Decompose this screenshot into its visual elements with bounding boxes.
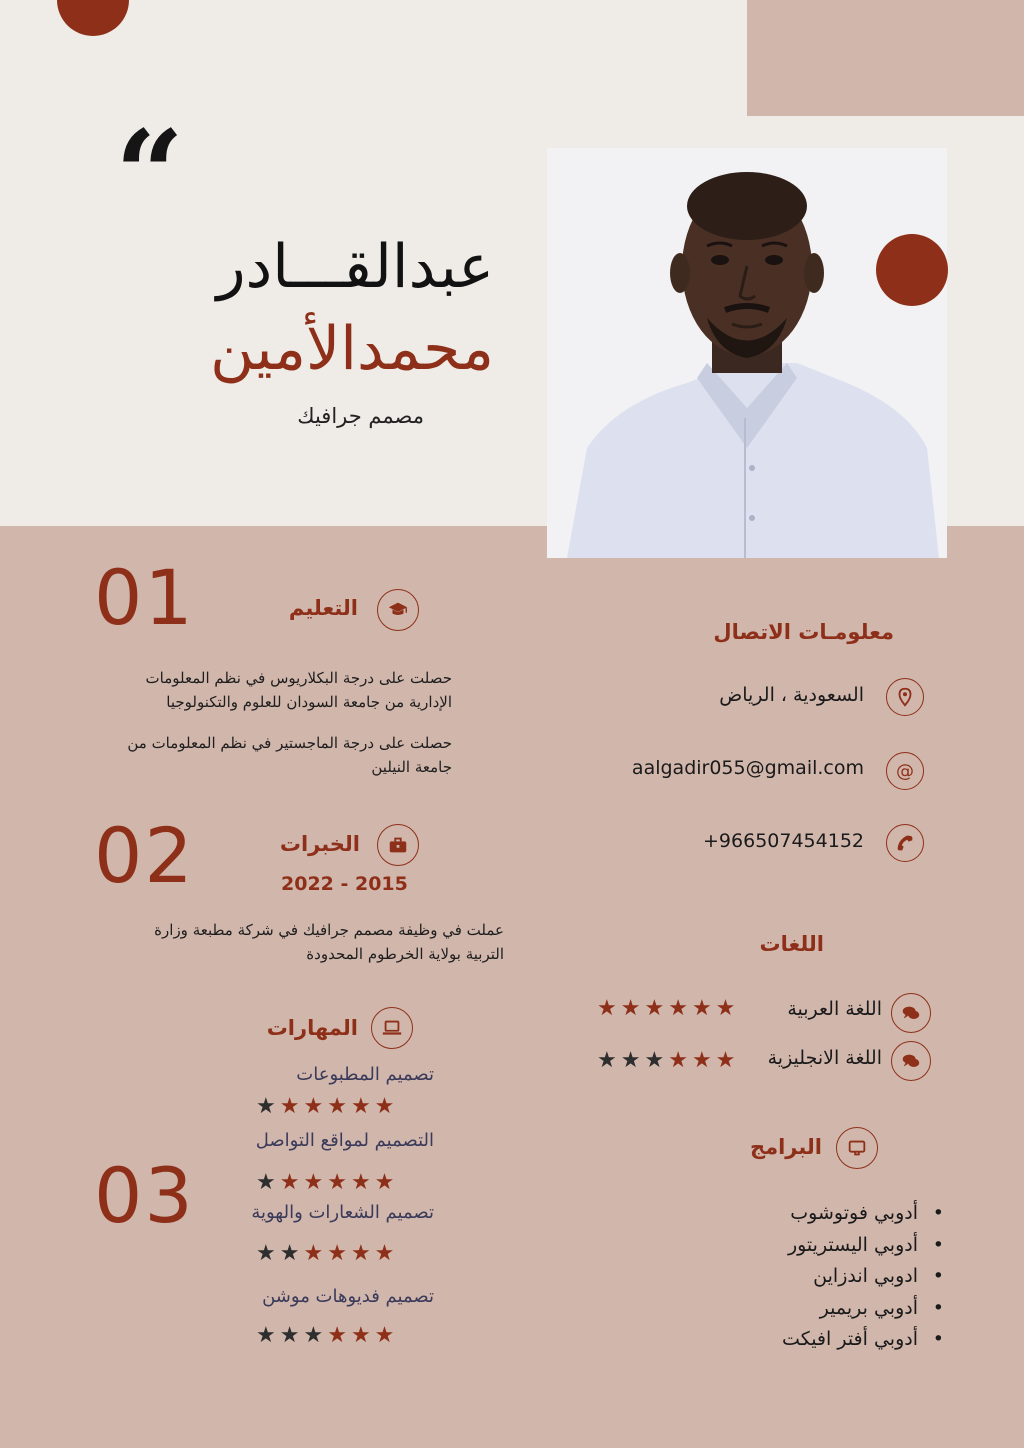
list-item: • أدوبي فوتوشوب [790, 1202, 944, 1224]
section-number-03: 03 [94, 1151, 195, 1240]
languages-title: اللغات [759, 932, 824, 956]
laptop-icon [371, 1007, 413, 1049]
star-filled-icon: ★ [350, 1170, 371, 1195]
job-title: مصمم جرافيك [297, 404, 424, 428]
star-filled-icon: ★ [715, 1048, 736, 1073]
star-empty-icon: ★ [620, 1048, 641, 1073]
list-item: • ادوبي اندزاين [813, 1265, 944, 1287]
language-rating-2 [597, 1050, 735, 1072]
contact-phone[interactable]: +966507454152 [703, 830, 864, 852]
star-filled-icon: ★ [350, 1323, 371, 1348]
skill-rating-3 [256, 1243, 394, 1265]
quote-mark: “ [115, 104, 185, 245]
first-name: عبدالقـــادر [216, 232, 494, 302]
star-filled-icon: ★ [597, 996, 617, 1021]
monitor-icon [836, 1127, 878, 1169]
contact-title: معلومـات الاتصال [713, 620, 894, 644]
star-filled-icon: ★ [327, 1323, 347, 1348]
chat-bubble-icon [891, 993, 931, 1033]
star-filled-icon: ★ [374, 1323, 395, 1348]
list-item: • أدوبي اليستريتور [787, 1233, 944, 1256]
contact-location: السعودية ، الرياض [719, 684, 864, 706]
education-item-2: حصلت على درجة الماجستير في نظم المعلومات من جامعة النيلين [127, 734, 452, 776]
star-filled-icon: ★ [327, 1094, 347, 1119]
education-title: التعليم [288, 596, 358, 620]
star-empty-icon: ★ [279, 1241, 300, 1266]
star-empty-icon: ★ [256, 1241, 276, 1266]
star-filled-icon: ★ [327, 1170, 347, 1195]
at-sign-icon: @ [886, 752, 924, 790]
star-filled-icon: ★ [350, 1094, 371, 1119]
skill-name-2: التصميم لمواقع التواصل [255, 1130, 434, 1151]
programs-title: البرامج [749, 1135, 822, 1159]
chat-bubble-icon [891, 1041, 931, 1081]
phone-icon [886, 824, 924, 862]
decor-circle-middle [876, 234, 948, 306]
star-filled-icon: ★ [279, 1170, 300, 1195]
star-empty-icon: ★ [597, 1048, 617, 1073]
star-filled-icon: ★ [327, 1241, 347, 1266]
experience-description: عملت في وظيفة مصمم جرافيك في شركة مطبعة وزارة التربية بولاية الخرطوم المحدودة [154, 921, 504, 963]
decor-rectangle [747, 0, 1024, 116]
language-name-1: اللغة العربية [787, 998, 882, 1020]
skill-rating-4 [256, 1325, 394, 1347]
skill-name-1: تصميم المطبوعات [296, 1064, 434, 1085]
star-filled-icon: ★ [691, 996, 712, 1021]
skill-rating-1 [256, 1096, 394, 1118]
skills-title: المهارات [266, 1016, 358, 1040]
star-empty-icon: ★ [279, 1323, 300, 1348]
star-filled-icon: ★ [303, 1094, 324, 1119]
section-number-02: 02 [94, 811, 195, 900]
experience-period: 2022 - 2015 [281, 873, 408, 895]
star-filled-icon: ★ [644, 996, 665, 1021]
skill-rating-2 [256, 1172, 394, 1194]
star-filled-icon: ★ [668, 1048, 688, 1073]
star-filled-icon: ★ [350, 1241, 371, 1266]
contact-email[interactable]: aalgadir055@gmail.com [631, 757, 864, 779]
section-number-01: 01 [94, 553, 195, 642]
star-filled-icon: ★ [374, 1094, 395, 1119]
star-empty-icon: ★ [303, 1323, 324, 1348]
skill-name-3: تصميم الشعارات والهوية [251, 1202, 434, 1223]
last-name: محمدالأمين [210, 314, 494, 384]
star-filled-icon: ★ [620, 996, 641, 1021]
star-filled-icon: ★ [303, 1170, 324, 1195]
briefcase-icon [377, 824, 419, 866]
experience-title: الخبرات [279, 832, 360, 856]
language-rating-1 [597, 998, 735, 1020]
star-empty-icon: ★ [256, 1323, 276, 1348]
language-name-2: اللغة الانجليزية [767, 1047, 882, 1069]
programs-list [782, 1198, 944, 1356]
star-filled-icon: ★ [374, 1170, 395, 1195]
star-filled-icon: ★ [691, 1048, 712, 1073]
star-empty-icon: ★ [644, 1048, 665, 1073]
profile-photo [547, 148, 947, 558]
list-item: • أدوبي أفتر افيكت [782, 1328, 944, 1350]
star-empty-icon: ★ [256, 1094, 276, 1119]
star-filled-icon: ★ [279, 1094, 300, 1119]
star-filled-icon: ★ [668, 996, 688, 1021]
star-empty-icon: ★ [256, 1170, 276, 1195]
skill-name-4: تصميم فديوهات موشن [262, 1286, 434, 1307]
star-filled-icon: ★ [303, 1241, 324, 1266]
star-filled-icon: ★ [374, 1241, 395, 1266]
graduation-cap-icon [377, 589, 419, 631]
star-filled-icon: ★ [715, 996, 736, 1021]
list-item: • أدوبي بريمير [819, 1296, 944, 1319]
education-item-1: حصلت على درجة البكلاريوس في نظم المعلومات الإدارية من جامعة السودان للعلوم والتكنولوجيا [145, 669, 452, 711]
location-pin-icon [886, 678, 924, 716]
